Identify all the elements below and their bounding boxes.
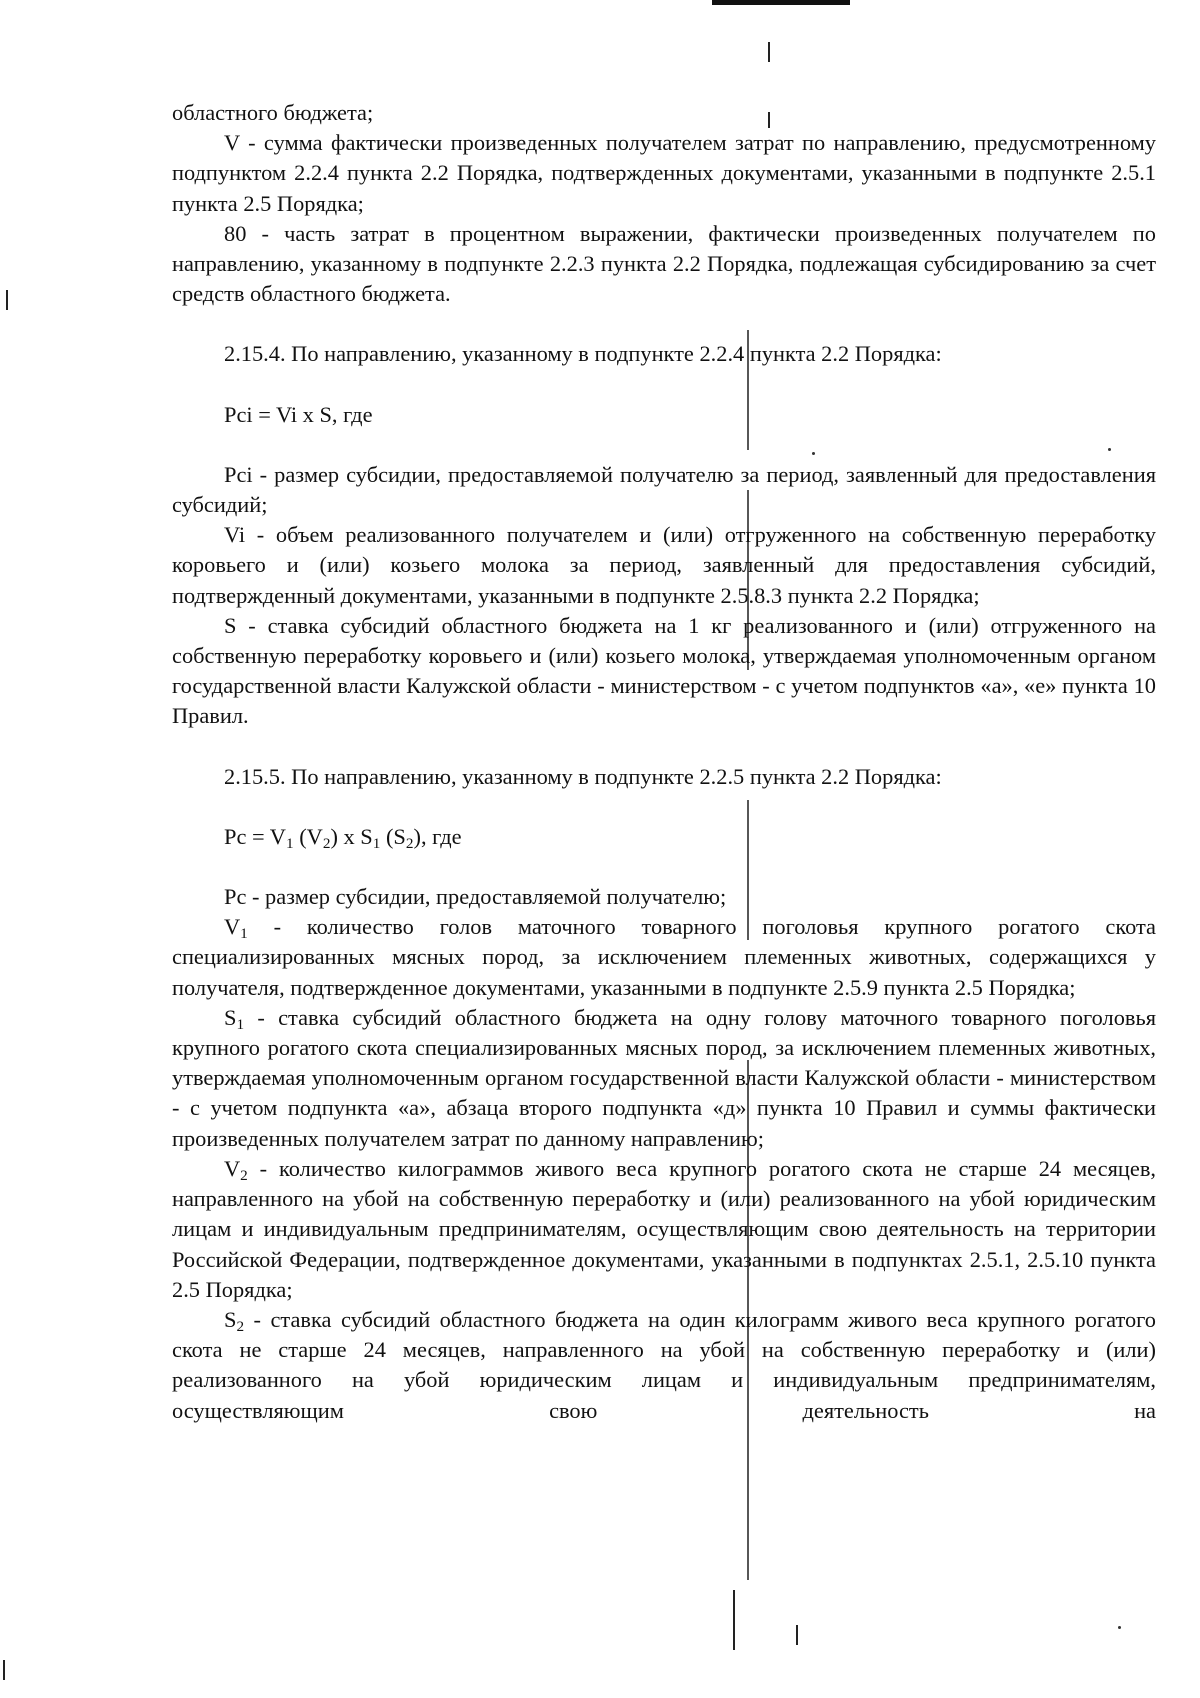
scan-speck — [1118, 1626, 1121, 1629]
scan-mark — [796, 1625, 798, 1645]
paragraph: Vi - объем реализованного получателем и (или) отгруженного на собственную переработку коровьего и (или) козьего молока за период, заявленный для предоставления субсидий, подтвержденный документами, указанными в подпункте 2.5.8.3 пункта 2.2 Порядка; — [172, 522, 1156, 608]
section-heading: 2.15.5. По направлению, указанному в подпункте 2.2.5 пункта 2.2 Порядка: — [224, 763, 942, 789]
scan-mark — [733, 1590, 735, 1650]
section-heading: 2.15.4. По направлению, указанному в подпункте 2.2.4 пункта 2.2 Порядка: — [224, 341, 942, 367]
paragraph: Pci - размер субсидии, предоставляемой получателю за период, заявленный для предоставления субсидий; — [172, 461, 1156, 518]
paragraph: S - ставка субсидий областного бюджета на 1 кг реализованного и (или) отгруженного на собственную переработку коровьего и (или) козьего молока, утверждаемая уполномоченным органом государственной власти Калужской области - министерством - с учетом подпунктов «а», «е» пункта 10 Правил. — [172, 612, 1156, 729]
paragraph: $V_2$ - количество килограммов живого веса крупного рогатого скота не старше 24 месяцев, направленного на убой на собственную переработку и (или) реализованного на убой юридическим лицам и индивидуальным предпринимателям, осуществляющим свою деятельность на территории Российской Федерации, подтвержденное документами, указанными в подпунктах 2.5.1, 2.5.10 пункта 2.5 Порядка; — [172, 1155, 1156, 1302]
paragraph: $S_1$ - ставка субсидий областного бюджета на одну голову маточного товарного поголовья крупного рогатого скота специализированных мясных пород, за исключением племенных животных, утверждаемая уполномоченным органом государственной власти Калужской области - министерством - с учетом подпункта «а», абзаца второго подпункта «д» пункта 10 Правил и суммы фактически произведенных получателем затрат по данному направлению; — [172, 1004, 1156, 1151]
scan-mark — [768, 42, 770, 62]
paragraph: областного бюджета; — [172, 100, 374, 125]
formula: Pci = Vi x S, где — [224, 401, 373, 427]
paragraph: 80 - часть затрат в процентном выражении, фактически произведенных получателем по направлению, указанному в подпункте 2.2.3 пункта 2.2 Порядка, подлежащая субсидированию за счет средств областного бюджета. — [172, 220, 1156, 307]
paragraph: $S_2$ - ставка субсидий областного бюджета на один килограмм живого веса крупного рогатого скота не старше 24 месяцев, направленного на убой на собственную переработку и (или) реализованного на убой юридическим лицам и индивидуальным предпринимателям, осуществляющим свою деятельность на — [172, 1306, 1156, 1423]
scan-mark — [6, 290, 8, 310]
paragraph: V - сумма фактически произведенных получателем затрат по направлению, предусмотренному подпунктом 2.2.4 пункта 2.2 Порядка, подтвержденных документами, указанными в подпункте 2.5.1 пункта 2.5 Порядка; — [172, 130, 1156, 216]
document-page — [172, 98, 1156, 1426]
scan-top-mark — [712, 0, 850, 5]
formula: $Pc = V_1$ $(V_2)$ x $S_1$ $(S_2)$, где — [224, 823, 462, 852]
scan-mark — [3, 1660, 5, 1680]
paragraph: Pc - размер субсидии, предоставляемой получателю; — [224, 884, 727, 910]
paragraph: $V_1$ - количество голов маточного товарного поголовья крупного рогатого скота специализированных мясных пород, за исключением племенных животных, содержащихся у получателя, подтвержденное документами, указанными в подпункте 2.5.9 пункта 2.5 Порядка; — [172, 914, 1156, 1000]
